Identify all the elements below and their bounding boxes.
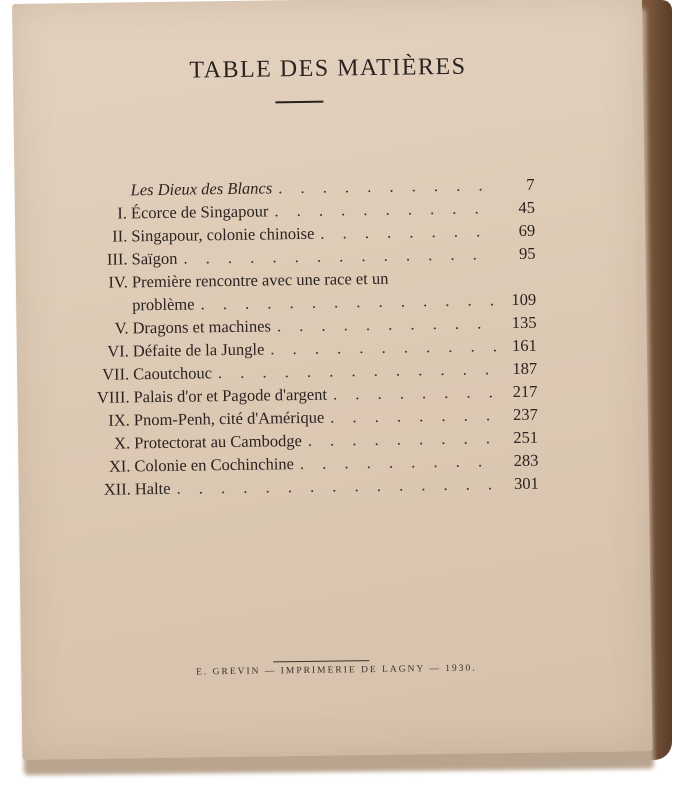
chapter-number: IV. — [108, 272, 129, 292]
page-number: 45 — [518, 197, 536, 217]
dot-leader — [327, 380, 498, 405]
dot-leader — [294, 449, 499, 475]
dot-leader — [264, 334, 497, 360]
chapter-number: IX. — [108, 410, 130, 430]
dot-leader — [314, 219, 495, 245]
page-number: 69 — [518, 220, 536, 240]
chapter-number: X. — [113, 433, 131, 453]
page-number: 283 — [513, 450, 539, 471]
page-number: 7 — [526, 174, 535, 194]
dot-leader — [324, 403, 498, 428]
chapter-title: Première rencontre avec une race et un — [131, 268, 389, 292]
page-number — [388, 283, 428, 284]
dot-leader — [302, 426, 499, 452]
chapter-number: XII. — [103, 479, 131, 499]
chapter-number — [56, 310, 132, 311]
table-of-contents — [54, 173, 538, 502]
title-rule — [275, 101, 323, 104]
chapter-title: Colonie en Cochinchine — [134, 454, 295, 476]
page-number: 251 — [513, 427, 539, 448]
book-page — [12, 0, 652, 760]
chapter-title: Écorce de Singapour — [130, 201, 269, 223]
footer-rule — [273, 660, 369, 662]
chapter-number: I. — [117, 203, 128, 223]
chapter-title: Palais d'or et Pagode d'argent — [133, 384, 328, 407]
chapter-title: Dragons et machines — [132, 316, 272, 338]
page-number: 187 — [512, 358, 538, 379]
dot-leader — [271, 311, 497, 337]
chapter-number: II. — [111, 226, 128, 246]
chapter-number: VI. — [107, 341, 129, 361]
dot-leader — [268, 196, 495, 222]
chapter-title: Halte — [134, 478, 171, 499]
page-title: TABLE DES MATIÈRES — [189, 53, 467, 84]
printer-imprint: E. GREVIN — IMPRIMERIE DE LAGNY — 1930. — [195, 663, 477, 678]
chapter-number: VIII. — [96, 387, 130, 407]
chapter-number: XI. — [108, 456, 131, 476]
chapter-title: Pnom-Penh, cité d'Amérique — [133, 407, 325, 430]
chapter-title: Défaite de la Jungle — [132, 339, 265, 361]
chapter-number: III. — [106, 249, 128, 269]
chapter-title: Singapour, colonie chinoise — [131, 223, 315, 246]
chapter-number — [55, 195, 131, 196]
chapter-number: VII. — [102, 364, 130, 384]
chapter-title: problème — [132, 294, 195, 315]
chapter-title: Les Dieux des Blancs — [130, 178, 273, 200]
page-number: 161 — [511, 335, 537, 356]
page-number: 135 — [511, 312, 537, 333]
dot-leader — [170, 472, 499, 500]
dot-leader — [177, 242, 495, 269]
dot-leader — [272, 173, 495, 199]
page-number: 217 — [512, 381, 538, 402]
chapter-number: V. — [114, 318, 129, 338]
page-number: 109 — [511, 289, 537, 310]
page-number: 237 — [512, 404, 538, 425]
chapter-title: Saïgon — [131, 248, 178, 269]
page-number: 95 — [518, 243, 536, 263]
page-number: 301 — [513, 473, 539, 494]
chapter-title: Protectorat au Cambodge — [134, 430, 302, 453]
chapter-title: Caoutchouc — [133, 363, 213, 384]
